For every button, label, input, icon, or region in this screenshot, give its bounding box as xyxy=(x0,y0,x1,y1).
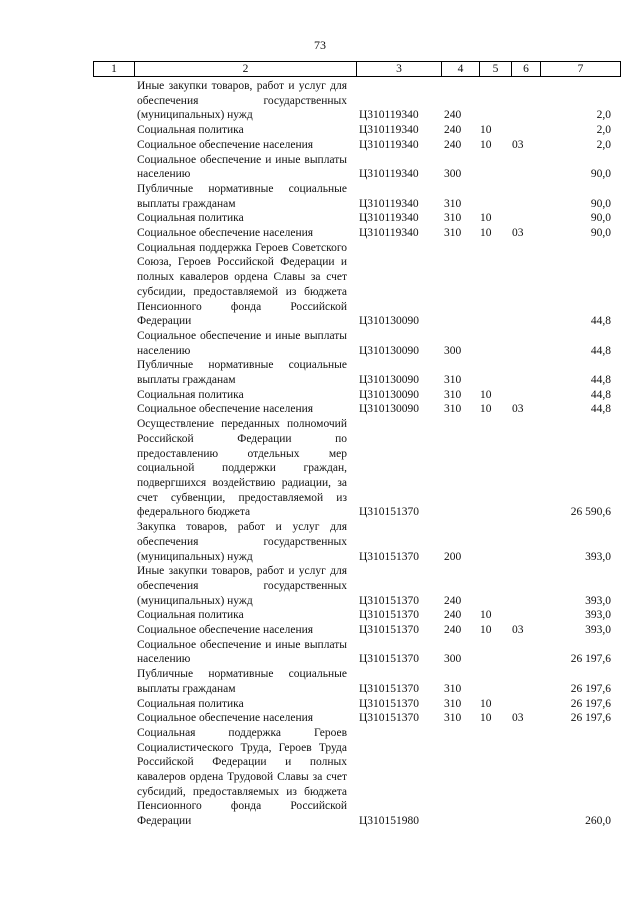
column-header-5: 5 xyxy=(480,62,512,77)
row-expense-type: 300 xyxy=(444,168,462,181)
row-name: Публичные нормативные социальные выплаты гражданам xyxy=(137,359,347,387)
row-subsection: 03 xyxy=(512,138,524,151)
table-row xyxy=(0,402,640,417)
table-row xyxy=(0,726,640,829)
row-subsection: 03 xyxy=(512,712,524,725)
row-amount: 26 197,6 xyxy=(570,697,611,710)
row-amount: 44,8 xyxy=(590,388,611,401)
row-amount: 90,0 xyxy=(590,227,611,240)
row-amount: 2,0 xyxy=(596,109,611,122)
row-name: Социальная политика xyxy=(137,697,244,710)
row-amount: 393,0 xyxy=(585,624,611,637)
row-code: Ц310130090 xyxy=(359,344,420,357)
row-code: Ц310119340 xyxy=(359,124,419,137)
table-row xyxy=(0,638,640,667)
table-row xyxy=(0,211,640,226)
row-code: Ц310151370 xyxy=(359,609,420,622)
table-row xyxy=(0,329,640,358)
column-header-row xyxy=(94,62,621,77)
row-section: 10 xyxy=(480,697,492,710)
row-expense-type: 310 xyxy=(444,212,462,225)
row-code: Ц310151370 xyxy=(359,697,420,710)
row-code: Ц310151370 xyxy=(359,594,420,607)
row-name: Публичные нормативные социальные выплаты гражданам xyxy=(137,668,347,695)
row-name: Социальное обеспечение населения xyxy=(137,403,314,416)
table-row xyxy=(0,711,640,726)
row-amount: 393,0 xyxy=(585,550,611,563)
budget-table-body xyxy=(0,79,640,829)
row-code: Ц310151370 xyxy=(359,712,420,725)
row-code: Ц310151370 xyxy=(359,506,420,519)
row-amount: 393,0 xyxy=(585,594,611,607)
table-row xyxy=(0,623,640,638)
table-row xyxy=(0,564,640,608)
row-expense-type: 240 xyxy=(444,609,462,622)
row-expense-type: 300 xyxy=(444,653,462,666)
row-name: Публичные нормативные социальные выплаты гражданам xyxy=(137,182,347,210)
row-expense-type: 310 xyxy=(444,712,462,725)
row-code: Ц310119340 xyxy=(359,168,419,181)
row-expense-type: 310 xyxy=(444,197,462,210)
row-name: Социальное обеспечение населения xyxy=(137,227,314,240)
row-name: Социальное обеспечение и иные выплаты населению xyxy=(137,638,347,666)
row-code: Ц310151370 xyxy=(359,653,420,666)
row-name: Социальная политика xyxy=(137,124,244,137)
table-row xyxy=(0,123,640,138)
row-amount: 44,8 xyxy=(590,344,611,357)
row-code: Ц310130090 xyxy=(359,315,420,328)
row-section: 10 xyxy=(480,227,492,240)
row-amount: 44,8 xyxy=(590,374,611,387)
row-subsection: 03 xyxy=(512,227,524,240)
table-row xyxy=(0,608,640,623)
row-code: Ц310151370 xyxy=(359,682,420,695)
row-name: Социальная политика xyxy=(137,388,244,401)
row-expense-type: 200 xyxy=(444,550,462,563)
row-amount: 26 197,6 xyxy=(570,653,611,666)
column-header-2: 2 xyxy=(135,62,357,77)
row-code: Ц310151370 xyxy=(359,624,420,637)
row-expense-type: 310 xyxy=(444,374,462,387)
row-expense-type: 310 xyxy=(444,682,462,695)
table-row xyxy=(0,182,640,211)
row-code: Ц310119340 xyxy=(359,227,419,240)
row-amount: 44,8 xyxy=(590,315,611,328)
column-header-3: 3 xyxy=(357,62,442,77)
row-expense-type: 300 xyxy=(444,344,462,357)
row-name: Осуществление переданных полномочий Российской Федерации по предоставлению отдельных мер социальной поддержки граждан, подвергшихся воздействию радиации, за счет субвенции, предоставляемой из федерального бюджета xyxy=(137,418,347,519)
row-name: Иные закупки товаров, работ и услуг для обеспечения государственных (муниципальных) нужд xyxy=(137,565,347,607)
row-expense-type: 310 xyxy=(444,227,462,240)
row-amount: 44,8 xyxy=(590,403,611,416)
table-row xyxy=(0,388,640,403)
row-expense-type: 240 xyxy=(444,124,462,137)
table-row xyxy=(0,241,640,329)
row-code: Ц310119340 xyxy=(359,138,419,151)
page-number: 73 xyxy=(314,38,326,52)
row-code: Ц310119340 xyxy=(359,212,419,225)
row-amount: 2,0 xyxy=(596,138,611,151)
row-code: Ц310119340 xyxy=(359,109,419,122)
row-name: Закупка товаров, работ и услуг для обеспечения государственных (муниципальных) нужд xyxy=(137,521,347,563)
row-section: 10 xyxy=(480,403,492,416)
table-row xyxy=(0,358,640,387)
row-name: Социальная поддержка Героев Социалистического Труда, Героев Труда Российской Федерации и полных кавалеров ордена Трудовой Славы за счет субсидий, предоставляемых из бюджета Пенсионного фонда Российской Федерации xyxy=(137,726,347,828)
column-header-6: 6 xyxy=(512,62,541,77)
row-amount: 260,0 xyxy=(585,815,611,828)
row-expense-type: 240 xyxy=(444,138,462,151)
row-name: Социальное обеспечение населения xyxy=(137,624,314,637)
row-section: 10 xyxy=(480,388,492,401)
column-header-1: 1 xyxy=(94,62,135,77)
table-row xyxy=(0,138,640,153)
row-expense-type: 240 xyxy=(444,109,462,122)
column-header-table xyxy=(93,61,621,77)
table-row xyxy=(0,153,640,182)
row-section: 10 xyxy=(480,138,492,151)
row-name: Социальное обеспечение и иные выплаты населению xyxy=(137,153,347,181)
row-code: Ц310151370 xyxy=(359,550,420,563)
row-name: Социальное обеспечение населения xyxy=(137,712,314,725)
row-subsection: 03 xyxy=(512,624,524,637)
row-expense-type: 310 xyxy=(444,697,462,710)
row-name: Социальная политика xyxy=(137,609,244,622)
table-row xyxy=(0,667,640,696)
row-code: Ц310130090 xyxy=(359,388,420,401)
row-section: 10 xyxy=(480,609,492,622)
row-amount: 26 197,6 xyxy=(570,682,611,695)
row-amount: 393,0 xyxy=(585,609,611,622)
row-amount: 90,0 xyxy=(590,168,611,181)
row-expense-type: 310 xyxy=(444,403,462,416)
table-row xyxy=(0,417,640,520)
row-name: Социальное обеспечение и иные выплаты населению xyxy=(137,329,347,357)
row-amount: 26 197,6 xyxy=(570,712,611,725)
column-header-4: 4 xyxy=(442,62,480,77)
row-section: 10 xyxy=(480,712,492,725)
table-row xyxy=(0,520,640,564)
row-code: Ц310130090 xyxy=(359,374,420,387)
row-code: Ц310130090 xyxy=(359,403,420,416)
column-header-7: 7 xyxy=(541,62,621,77)
row-expense-type: 240 xyxy=(444,624,462,637)
table-row xyxy=(0,79,640,123)
row-code: Ц310119340 xyxy=(359,197,419,210)
row-section: 10 xyxy=(480,212,492,225)
row-section: 10 xyxy=(480,624,492,637)
row-amount: 90,0 xyxy=(590,212,611,225)
row-name: Социальная политика xyxy=(137,212,244,225)
row-amount: 2,0 xyxy=(596,124,611,137)
row-name: Социальное обеспечение населения xyxy=(137,138,314,151)
row-amount: 90,0 xyxy=(590,197,611,210)
row-amount: 26 590,6 xyxy=(570,506,611,519)
row-code: Ц310151980 xyxy=(359,815,420,828)
table-row xyxy=(0,226,640,241)
row-section: 10 xyxy=(480,124,492,137)
row-expense-type: 240 xyxy=(444,594,462,607)
row-subsection: 03 xyxy=(512,403,524,416)
row-name: Иные закупки товаров, работ и услуг для обеспечения государственных (муниципальных) нужд xyxy=(137,80,347,122)
table-row xyxy=(0,697,640,712)
row-name: Социальная поддержка Героев Советского Союза, Героев Российской Федерации и полных кавалеров ордена Славы за счет субсидии, предоставляемой из бюджета Пенсионного фонда Российской Федерации xyxy=(137,241,347,328)
row-expense-type: 310 xyxy=(444,388,462,401)
